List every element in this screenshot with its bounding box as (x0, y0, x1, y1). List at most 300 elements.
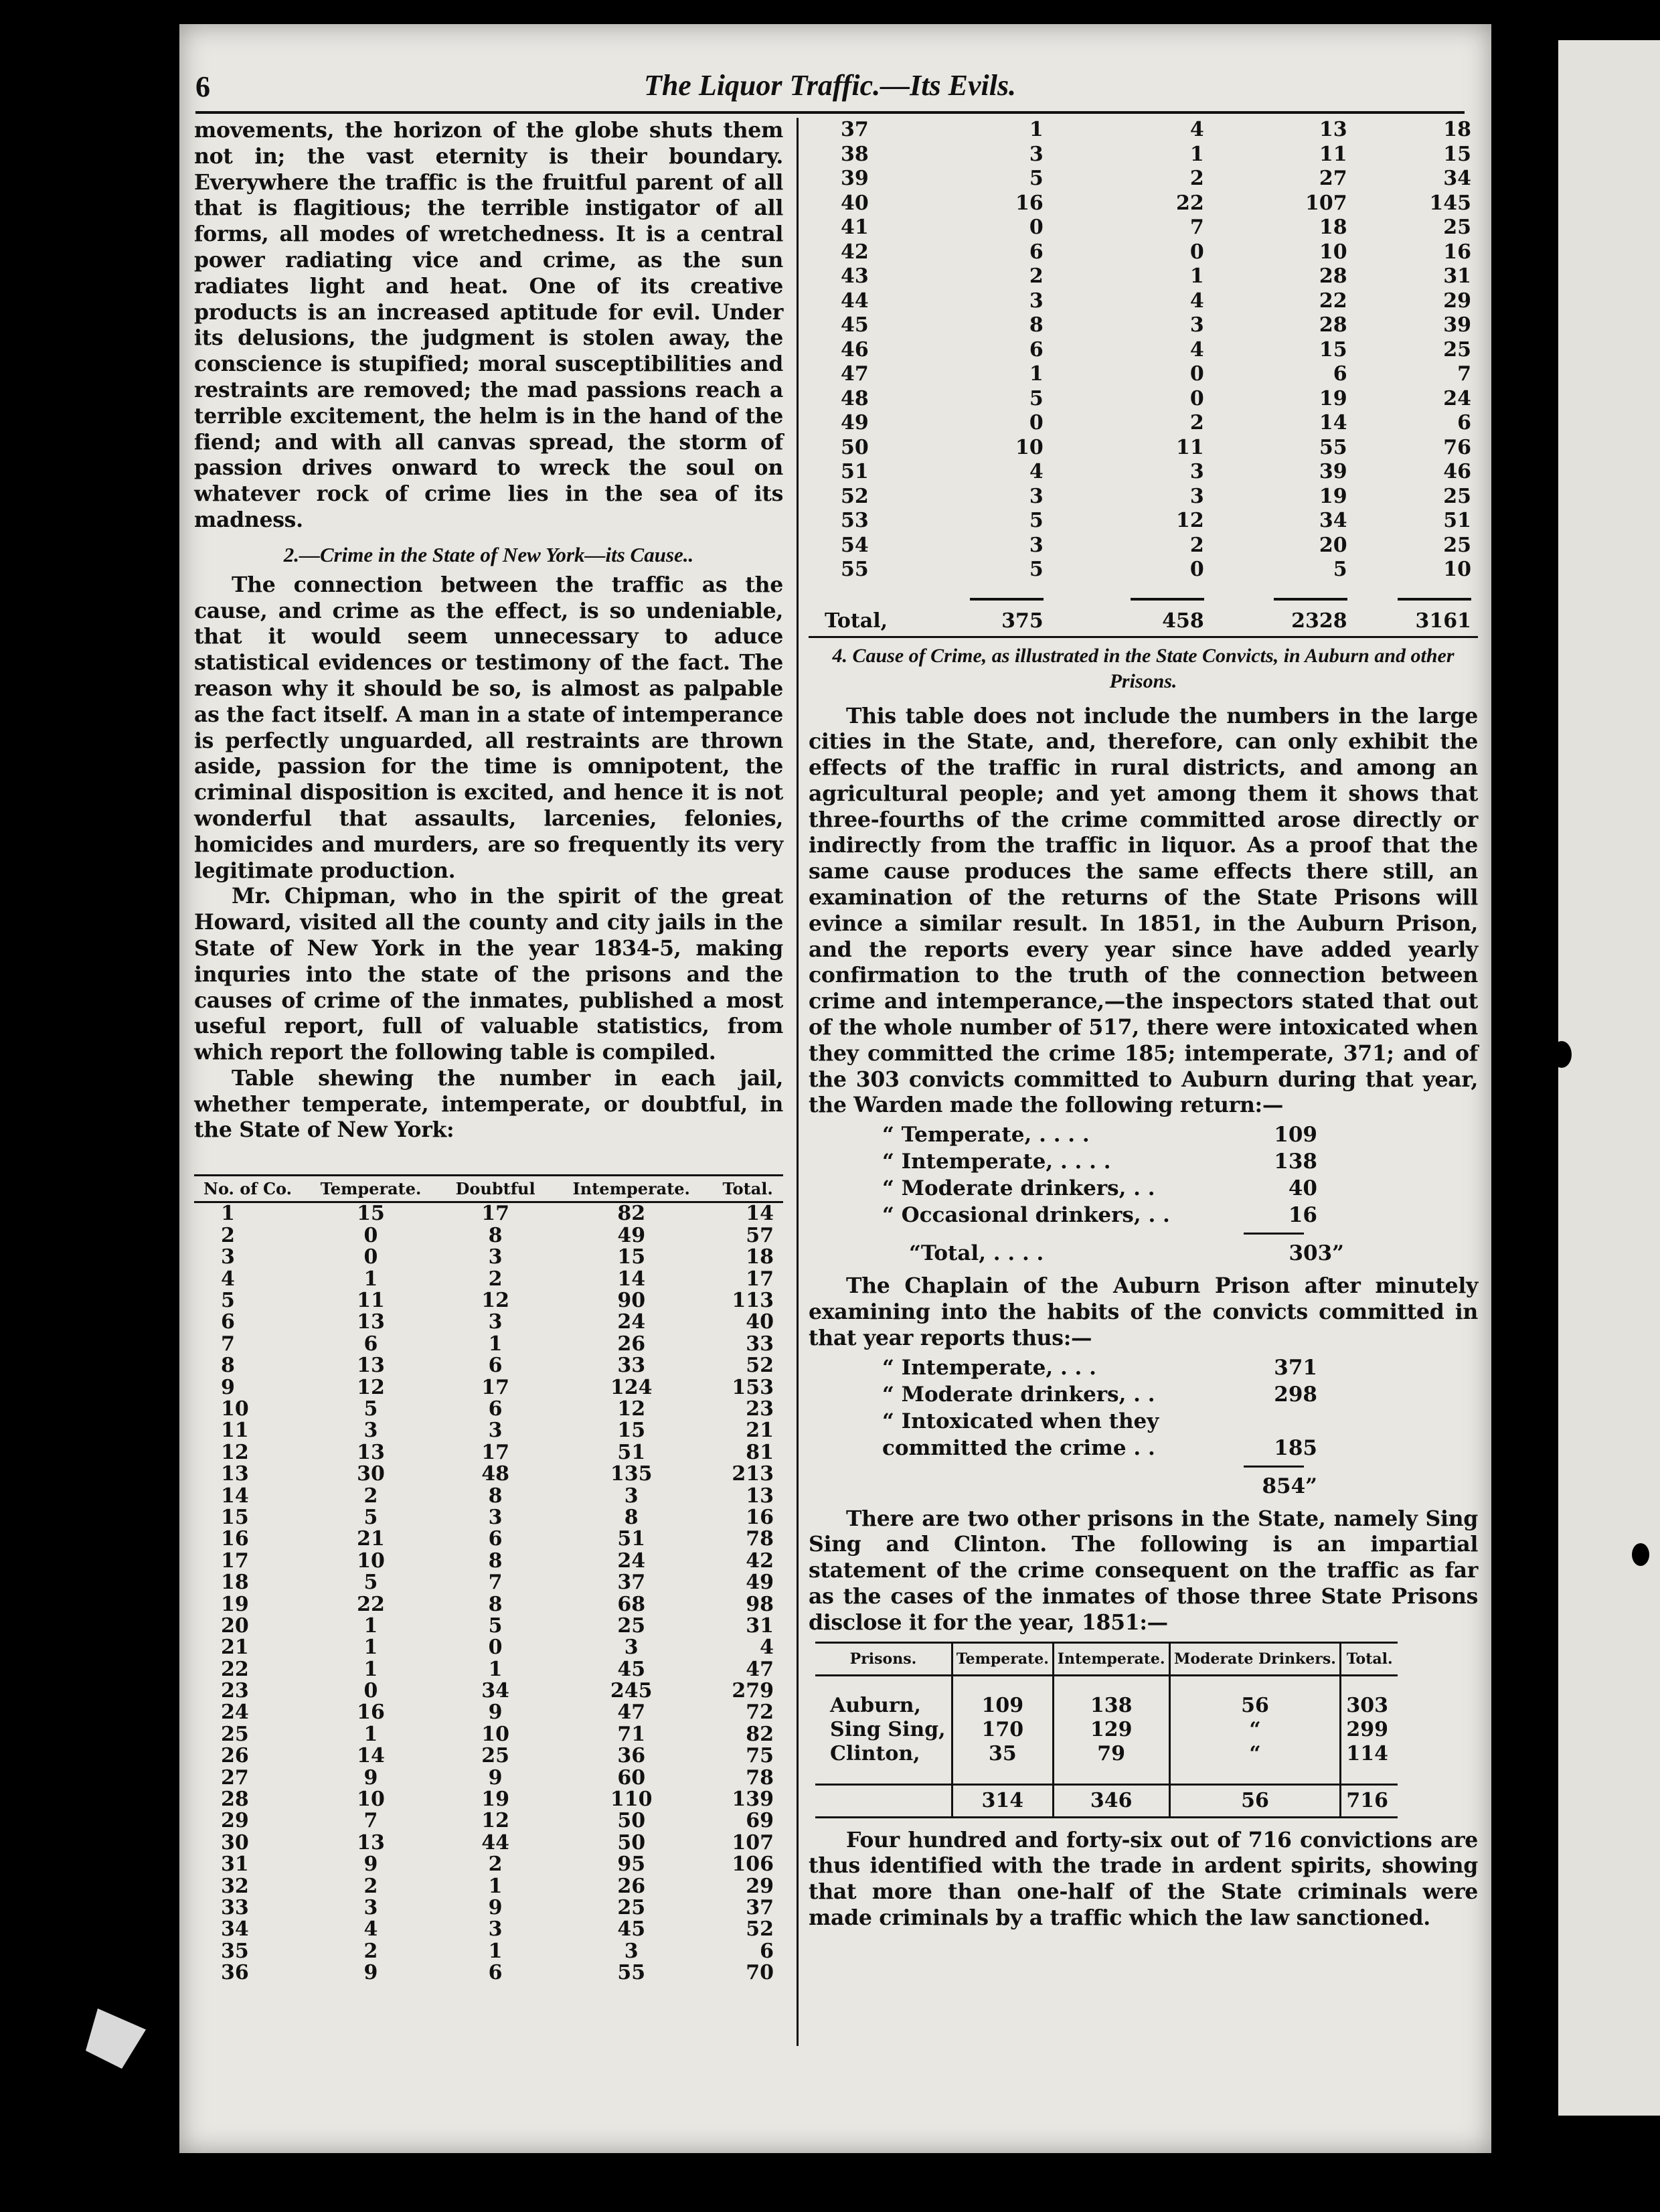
table-row (815, 1742, 1398, 1766)
paragraph: This table does not include the numbers in the large cities in the State, and, therefore, can only exhibit the effects of the traffic in rural districts, and among an agricultural people; and yet among them it shows that three-fourths of the crime committed arose directly or indirectly from the traffic in liquor. As a proof that the same cause produces the same effects there still, an examination of the returns of the State Prisons will evince a similar result. In 1851, in the Auburn Prison, and the reports every year since have added yearly confirmation to the truth of the connection between crime and intemperance,—the inspectors stated that out of the whole number of 517, there were intoxicated when they committed the crime 185; intemperate, 371; and of the 303 convicts committed to Auburn during that year, the Warden made the following return:— (809, 703, 1478, 1118)
county-number-cell: 14 (221, 1484, 249, 1508)
table-cell: 30 (357, 1462, 385, 1486)
table-cell: 19 (1319, 386, 1347, 410)
table-cell: 12 (481, 1809, 509, 1833)
county-number-cell: 26 (221, 1744, 249, 1768)
county-number-cell: 45 (841, 313, 869, 337)
table-row (809, 289, 1478, 314)
table-cell: 3 (488, 1310, 503, 1334)
county-number-cell: 48 (841, 386, 869, 410)
return-line (882, 1148, 1478, 1175)
table-cell: 33 (746, 1332, 774, 1356)
column-header: Temperate. (952, 1642, 1053, 1675)
table-cell: 12 (481, 1289, 509, 1313)
rule (970, 598, 1044, 601)
table-cell: 35 (952, 1742, 1053, 1766)
table-cell: 45 (617, 1657, 646, 1681)
table-cell: 6 (1457, 411, 1471, 435)
table-row (194, 1485, 783, 1506)
table-cell: 34 (1319, 509, 1347, 533)
column-divider (797, 118, 799, 2046)
county-number-cell: 46 (841, 337, 869, 362)
table-cell: 8 (1029, 313, 1044, 337)
table-cell: 14 (617, 1267, 646, 1291)
table-cell: 14 (746, 1202, 774, 1226)
table-cell: 16 (746, 1505, 774, 1529)
table-cell: 12 (357, 1375, 385, 1399)
table-cell: 15 (357, 1202, 385, 1226)
table-cell: 16 (357, 1701, 385, 1725)
table-cell: 24 (617, 1310, 646, 1334)
table-cell: 113 (732, 1289, 774, 1313)
table-cell: 3 (488, 1917, 503, 1942)
county-number-cell: 39 (841, 167, 869, 191)
table-row (194, 1767, 783, 1788)
table-cell: 10 (1015, 435, 1044, 459)
table-row (809, 216, 1478, 240)
table-row (809, 167, 1478, 191)
table-cell: 0 (1189, 362, 1204, 386)
table-cell: Sing Sing, (815, 1718, 952, 1742)
county-number-cell: 6 (221, 1310, 235, 1334)
table-cell: 23 (746, 1397, 774, 1421)
column-header: Intemperate. (550, 1176, 712, 1202)
county-number-cell: 15 (221, 1505, 249, 1529)
table-cell: 2 (1189, 533, 1204, 557)
jail-table-continued-body (809, 118, 1478, 582)
scan-border-left (0, 0, 179, 2212)
table-cell: 6 (488, 1354, 503, 1378)
paragraph: The Chaplain of the Auburn Prison after minutely examining into the habits of the convicts committed in that year reports thus:— (809, 1273, 1478, 1350)
total-row (809, 607, 1478, 637)
table-cell: 3 (624, 1484, 639, 1508)
table-cell: 1 (363, 1657, 378, 1681)
table-cell: 5 (363, 1397, 378, 1421)
table-cell: 18 (746, 1245, 774, 1269)
return-value: 371 (1274, 1355, 1317, 1380)
county-number-cell: 42 (841, 240, 869, 264)
table-cell: 21 (357, 1527, 385, 1551)
county-number-cell: 19 (221, 1592, 249, 1616)
county-number-cell: 29 (221, 1809, 249, 1833)
table-cell: 0 (1189, 558, 1204, 582)
table-cell: 3 (1189, 313, 1204, 337)
table-cell: 28 (1319, 264, 1347, 289)
table-cell: 4 (760, 1636, 774, 1660)
table-cell: 0 (363, 1679, 378, 1703)
return-label: “ Temperate, . . . . (882, 1123, 1090, 1148)
table-cell: 346 (1053, 1784, 1169, 1817)
return-label: “ Intemperate, . . . . (882, 1150, 1111, 1174)
table-cell: 49 (617, 1223, 646, 1247)
table-cell: 55 (617, 1961, 646, 1985)
table-cell: 71 (617, 1722, 646, 1746)
table-cell: 21 (746, 1419, 774, 1443)
return-value: 185 (1274, 1435, 1317, 1460)
table-cell: 47 (746, 1657, 774, 1681)
table-cell: 1 (488, 1332, 503, 1356)
table-row (194, 1507, 783, 1528)
table-header-row (815, 1642, 1398, 1675)
table-cell: 0 (1029, 411, 1044, 435)
table-cell: 245 (610, 1679, 653, 1703)
table-cell: 10 (357, 1549, 385, 1573)
table-cell: 8 (488, 1549, 503, 1573)
county-number-cell: 9 (221, 1375, 235, 1399)
table-cell: 2 (1189, 411, 1204, 435)
left-column (194, 118, 783, 1984)
table-cell: 2 (1029, 264, 1044, 289)
total-cell: 2328 (1251, 607, 1381, 637)
table-row (194, 1897, 783, 1919)
table-cell: 57 (746, 1223, 774, 1247)
table-cell: 1 (363, 1613, 378, 1638)
table-row (194, 1637, 783, 1658)
table-cell: 56 (1169, 1784, 1341, 1817)
table-cell: 0 (1189, 386, 1204, 410)
rule (1398, 598, 1471, 601)
county-number-cell: 1 (221, 1202, 235, 1226)
table-row (194, 1225, 783, 1247)
county-number-cell: 4 (221, 1267, 235, 1291)
running-head (195, 64, 1465, 114)
binding-hole (1632, 1543, 1649, 1566)
table-cell: 13 (357, 1310, 385, 1334)
table-cell: 98 (746, 1592, 774, 1616)
table-row (194, 1247, 783, 1268)
county-number-cell: 3 (221, 1245, 235, 1269)
county-number-cell: 8 (221, 1354, 235, 1378)
table-row (194, 1376, 783, 1398)
table-row (809, 143, 1478, 167)
return-label: “ Intemperate, . . . (882, 1355, 1096, 1380)
table-row (194, 1528, 783, 1550)
page-number: 6 (195, 70, 210, 103)
table-cell: 39 (1319, 460, 1347, 484)
table-cell: 17 (481, 1202, 509, 1226)
county-number-cell: 35 (221, 1939, 249, 1963)
table-cell: 7 (1457, 362, 1471, 386)
table-cell: 82 (746, 1722, 774, 1746)
table-cell: 19 (481, 1788, 509, 1812)
table-cell: 4 (363, 1917, 378, 1942)
table-row (194, 1572, 783, 1593)
prisons-table (815, 1642, 1398, 1818)
table-cell: 5 (1333, 558, 1347, 582)
table-cell: 3 (1029, 289, 1044, 313)
county-number-cell: 32 (221, 1874, 249, 1898)
return-value: 109 (1274, 1123, 1317, 1148)
table-cell: 51 (1443, 509, 1471, 533)
table-cell: 1 (1029, 118, 1044, 142)
table-row (809, 240, 1478, 265)
table-cell: 26 (617, 1332, 646, 1356)
table-cell: 14 (357, 1744, 385, 1768)
county-number-cell: 13 (221, 1462, 249, 1486)
table-cell: 78 (746, 1527, 774, 1551)
county-number-cell: 24 (221, 1701, 249, 1725)
table-row (194, 1202, 783, 1225)
chaplain-return (882, 1354, 1478, 1500)
return-label: “ Moderate drinkers, . . (882, 1382, 1155, 1407)
return-label: “ Intoxicated when they committed the crime . . (882, 1409, 1159, 1460)
table-cell: 110 (610, 1788, 653, 1812)
table-cell: 139 (732, 1788, 774, 1812)
return-label: “ Occasional drinkers, . . (882, 1203, 1170, 1228)
table-cell: 70 (746, 1961, 774, 1985)
table-cell: 29 (1443, 289, 1471, 313)
table-row (194, 1593, 783, 1615)
rule (1244, 1466, 1304, 1473)
table-cell: 5 (488, 1613, 503, 1638)
table-cell: 303 (1346, 1694, 1388, 1718)
table-cell: 15 (617, 1245, 646, 1269)
table-cell: 12 (1176, 509, 1204, 533)
table-row (809, 558, 1478, 582)
table-cell: 9 (363, 1765, 378, 1790)
warden-return (882, 1121, 1478, 1267)
table-cell: 25 (1443, 216, 1471, 240)
table-cell: 4 (1029, 460, 1044, 484)
return-total (882, 1240, 1478, 1267)
county-number-cell: 44 (841, 289, 869, 313)
county-number-cell: 22 (221, 1657, 249, 1681)
table-cell: 15 (617, 1419, 646, 1443)
table-cell: 299 (1346, 1718, 1388, 1742)
table-row (194, 1854, 783, 1875)
column-header: Moderate Drinkers. (1169, 1642, 1341, 1675)
table-cell: 11 (357, 1289, 385, 1313)
table-cell: 10 (1319, 240, 1347, 264)
table-cell: 22 (1319, 289, 1347, 313)
table-row (194, 1442, 783, 1464)
table-cell: 25 (617, 1895, 646, 1919)
table-cell: 5 (1029, 167, 1044, 191)
table-header-row (194, 1176, 783, 1202)
county-number-cell: 33 (221, 1895, 249, 1919)
column-header: Total. (1341, 1642, 1398, 1675)
table-row (194, 1290, 783, 1312)
table-cell: 13 (357, 1830, 385, 1854)
county-number-cell: 49 (841, 411, 869, 435)
return-line (882, 1202, 1478, 1229)
table-cell: 78 (746, 1765, 774, 1790)
table-cell: 3 (1029, 484, 1044, 508)
column-header: Prisons. (815, 1642, 952, 1675)
table-cell: 8 (624, 1505, 639, 1529)
table-cell: 20 (1319, 533, 1347, 557)
table-cell: 60 (617, 1765, 646, 1790)
table-cell: 82 (617, 1202, 646, 1226)
table-cell: 109 (952, 1694, 1053, 1718)
paragraph: Four hundred and forty-six out of 716 convictions are thus identified with the trade in ardent spirits, showing that more than one-half of the State criminals were made criminals by a traffic which the law sanctioned. (809, 1827, 1478, 1931)
return-value: 16 (1288, 1203, 1317, 1228)
table-cell: 2 (363, 1484, 378, 1508)
table-cell: 95 (617, 1852, 646, 1877)
table-cell: 31 (746, 1613, 774, 1638)
table-cell: 106 (732, 1852, 774, 1877)
return-label: “Total, . . . . (909, 1241, 1044, 1266)
table-cell: 25 (1443, 337, 1471, 362)
table-cell: 24 (1443, 386, 1471, 410)
total-label: Total, (809, 607, 941, 637)
table-cell: 16 (1443, 240, 1471, 264)
table-cell: 17 (746, 1267, 774, 1291)
county-number-cell: 27 (221, 1765, 249, 1790)
table-cell: 11 (1319, 142, 1347, 166)
column-header: No. of Co. (194, 1176, 301, 1202)
county-number-cell: 34 (221, 1917, 249, 1942)
table-cell: 7 (488, 1571, 503, 1595)
rule (1274, 598, 1347, 601)
table-row (194, 1355, 783, 1376)
table-cell: 107 (732, 1830, 774, 1854)
table-cell: 2 (488, 1852, 503, 1877)
table-cell: 16 (1015, 191, 1044, 215)
table-cell: Clinton, (815, 1742, 952, 1766)
return-line (882, 1175, 1478, 1202)
table-cell: 25 (1443, 484, 1471, 508)
table-cell: 90 (617, 1289, 646, 1313)
table-cell: 17 (481, 1375, 509, 1399)
return-total (882, 1473, 1478, 1500)
section-heading: 2.—Crime in the State of New York—its Cause.. (283, 542, 694, 566)
return-line (882, 1121, 1478, 1148)
table-cell: 107 (1305, 191, 1347, 215)
jail-table (194, 1174, 783, 1984)
table-cell: 8 (488, 1592, 503, 1616)
table-cell: 19 (1319, 484, 1347, 508)
table-cell: 36 (617, 1744, 646, 1768)
table-cell: 5 (1029, 386, 1044, 410)
table-cell: 5 (363, 1571, 378, 1595)
county-number-cell: 18 (221, 1571, 249, 1595)
table-cell: 29 (746, 1874, 774, 1898)
table-cell: 8 (488, 1223, 503, 1247)
table-cell: 3 (624, 1939, 639, 1963)
table-cell: 10 (1443, 558, 1471, 582)
table-cell: 22 (1176, 191, 1204, 215)
county-number-cell: 7 (221, 1332, 235, 1356)
table-cell: 45 (617, 1917, 646, 1942)
table-cell: 3 (624, 1636, 639, 1660)
paragraph: movements, the horizon of the globe shuts them not in; the vast eternity is their boundary. Everywhere the traffic is the fruitful parent of all that is flagitious; the terrible instigator of all forms, all modes of wretchedness. It is a central power radiating vice and crime, as the sun radiates light and heat. One of its creative products is an increased aptitude for evil. Under its delusions, the judgment is stolen away, the conscience is stupified; moral susceptibilities and restraints are removed; the mad passions reach a terrible excitement, the helm is in the hand of the fiend; and with all canvas spread, the storm of passion drives onward to wreck the soul on whatever rock of crime lies in the sea of its madness. (194, 118, 783, 532)
table-row (194, 1919, 783, 1940)
table-cell: 0 (363, 1223, 378, 1247)
table-cell: 1 (1189, 142, 1204, 166)
table-cell: 9 (488, 1765, 503, 1790)
table-row (194, 1810, 783, 1832)
table-cell: 6 (760, 1939, 774, 1963)
table-row (809, 436, 1478, 461)
table-cell: 15 (1319, 337, 1347, 362)
table-row (194, 1941, 783, 1962)
table-cell: 5 (1029, 558, 1044, 582)
return-value: 854” (1262, 1474, 1317, 1498)
county-number-cell: 54 (841, 533, 869, 557)
rule (1244, 1233, 1304, 1240)
table-cell: “ (1169, 1718, 1341, 1742)
table-cell: 138 (1053, 1694, 1169, 1718)
paragraph: Mr. Chipman, who in the spirit of the great Howard, visited all the county and city jails in the State of New York in the year 1834-5, making inquries into the state of the prisons and the causes of crime of the inmates, published a most useful report, full of valuable statistics, from which report the following table is compiled. (194, 884, 783, 1065)
table-row (809, 338, 1478, 363)
table-cell: 22 (357, 1592, 385, 1616)
table-cell: 40 (746, 1310, 774, 1334)
table-cell: 10 (357, 1788, 385, 1812)
county-number-cell: 23 (221, 1679, 249, 1703)
table-row (194, 1615, 783, 1637)
table-cell: 6 (1029, 240, 1044, 264)
table-cell: 25 (617, 1613, 646, 1638)
table-cell: 3 (1029, 533, 1044, 557)
table-row (809, 509, 1478, 534)
table-cell: 1 (363, 1636, 378, 1660)
table-cell: 6 (488, 1527, 503, 1551)
table-cell: 1 (488, 1874, 503, 1898)
return-value: 298 (1274, 1382, 1317, 1407)
table-cell: 4 (1189, 289, 1204, 313)
table-cell: 52 (746, 1917, 774, 1942)
county-number-cell: 40 (841, 191, 869, 215)
table-row (194, 1268, 783, 1289)
table-cell: 114 (1346, 1742, 1388, 1766)
table-cell: 124 (610, 1375, 653, 1399)
county-number-cell: 43 (841, 264, 869, 289)
column-header: Doubtful (440, 1176, 550, 1202)
column-header: Intemperate. (1053, 1642, 1169, 1675)
table-cell: 2 (363, 1874, 378, 1898)
table-cell: 18 (1443, 118, 1471, 142)
table-cell: 0 (1189, 240, 1204, 264)
table-cell: 46 (1443, 460, 1471, 484)
table-row (809, 460, 1478, 485)
table-cell: 72 (746, 1701, 774, 1725)
county-number-cell: 17 (221, 1549, 249, 1573)
table-row (809, 485, 1478, 509)
running-title: The Liquor Traffic.—Its Evils. (643, 69, 1017, 102)
table-cell: 3 (1189, 484, 1204, 508)
table-cell: 34 (1443, 167, 1471, 191)
table-cell: 6 (363, 1332, 378, 1356)
table-cell: 3 (488, 1419, 503, 1443)
table-cell: 10 (481, 1722, 509, 1746)
table-row (809, 118, 1478, 143)
table-row (194, 1658, 783, 1680)
table-row (194, 1702, 783, 1723)
totals-row (815, 1784, 1398, 1817)
table-cell: 3 (363, 1895, 378, 1919)
table-cell: 0 (1029, 216, 1044, 240)
total-cell: 3161 (1381, 607, 1478, 637)
county-number-cell: 5 (221, 1289, 235, 1313)
section-heading: 4. Cause of Crime, as illustrated in the State Convicts, in Auburn and other Prisons. (832, 644, 1455, 692)
table-cell: 69 (746, 1809, 774, 1833)
county-number-cell: 11 (221, 1419, 249, 1443)
county-number-cell: 52 (841, 484, 869, 508)
table-cell: 129 (1053, 1718, 1169, 1742)
total-cell: 375 (941, 607, 1105, 637)
county-number-cell: 47 (841, 362, 869, 386)
table-row (194, 1724, 783, 1745)
table-cell: 0 (363, 1245, 378, 1269)
table-cell: 213 (732, 1462, 774, 1486)
county-number-cell: 55 (841, 558, 869, 582)
table-cell: 18 (1319, 216, 1347, 240)
table-cell: 3 (363, 1419, 378, 1443)
table-row (194, 1334, 783, 1355)
table-cell: 50 (617, 1830, 646, 1854)
table-cell: 13 (357, 1354, 385, 1378)
